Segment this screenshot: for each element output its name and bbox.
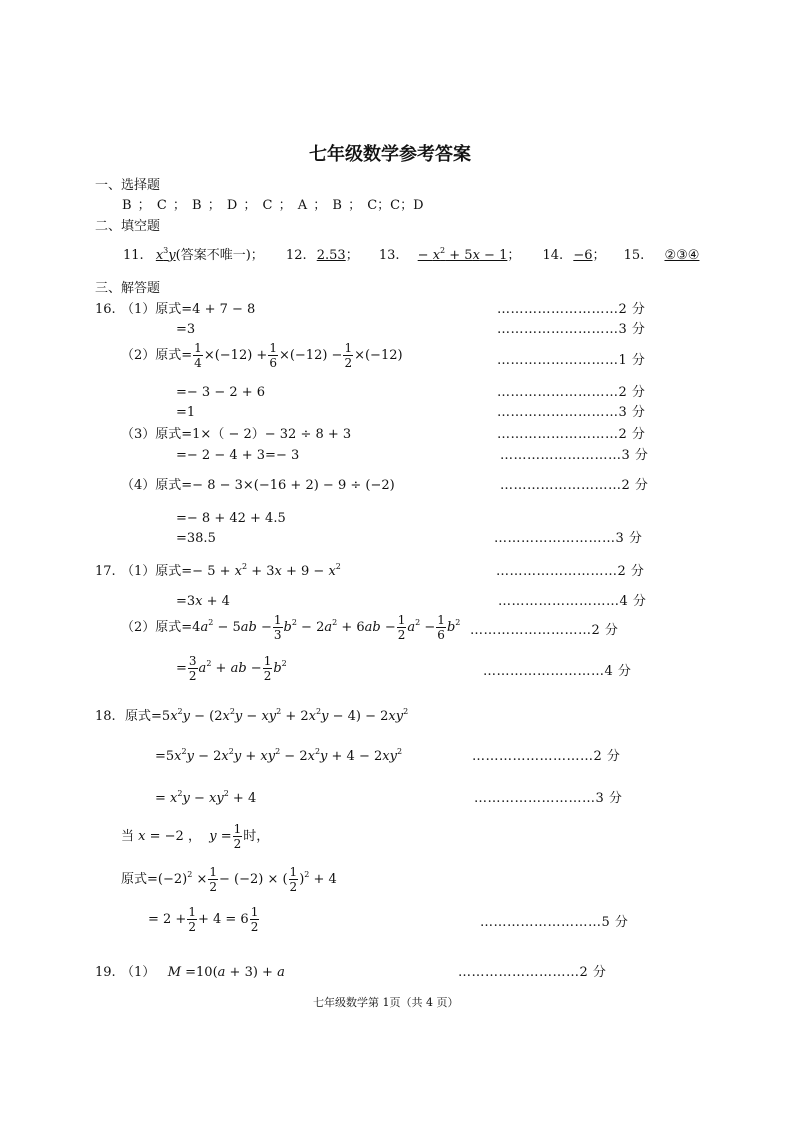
q17-number: 17. <box>95 564 116 579</box>
q16-number: 16. <box>95 302 116 317</box>
score-leader: ………………………4 分 <box>498 594 647 609</box>
score-leader: ………………………1 分 <box>497 353 646 368</box>
q17-part2-result: = $\frac{3}{2}$ $a^2$ + ab − $\frac{1}{2}$ $b^2$ <box>176 654 287 683</box>
q18-number: 18. <box>95 709 116 724</box>
score-leader: ………………………2 分 <box>472 749 621 764</box>
q16-part2-step: =− 3 − 2 + 6 <box>176 385 266 400</box>
q19-number: 19. <box>95 965 116 980</box>
q18-condition: 当 x = −2 ， y = $\frac{1}{2}$ 时， <box>121 822 270 851</box>
score-leader: ………………………2 分 <box>497 385 646 400</box>
q14-answer: −6 <box>573 248 593 263</box>
q16-part1: （1）原式=4 + 7 − 8 <box>121 302 256 317</box>
q13-answer: − $x^2 + 5x - 1$ <box>417 246 508 263</box>
q11-answer: $x^3y$ <box>155 246 176 263</box>
score-leader: ………………………3 分 <box>500 448 649 463</box>
score-leader: ………………………2 分 <box>470 623 619 638</box>
q16-part4-step: =− 8 + 42 + 4.5 <box>176 511 286 526</box>
q16-part1-result: =3 <box>176 322 196 337</box>
q18-substitution: 原式$=(-2)^2$ × $\frac{1}{2}$ − (−2) × ( $\frac{1}{2}$ )$^2$ + 4 <box>121 865 337 894</box>
score-leader: ………………………3 分 <box>494 531 643 546</box>
q16-part2-result: =1 <box>176 405 196 420</box>
score-leader: ………………………4 分 <box>483 664 632 679</box>
q11-number: 11. <box>123 248 144 263</box>
score-leader: ………………………2 分 <box>497 302 646 317</box>
score-leader: ………………………2 分 <box>500 478 649 493</box>
score-leader: ………………………5 分 <box>480 915 629 930</box>
q15-answer: ②③④ <box>664 248 700 263</box>
score-leader: ………………………3 分 <box>474 791 623 806</box>
q15-number: 15. <box>623 248 645 263</box>
q18-step1: $=5x^2y - 2x^2y + xy^2 - 2x^2y + 4 - 2xy^2$ <box>155 747 403 764</box>
q12-number: 12. <box>285 248 307 263</box>
q18-expression: 原式$=5x^2y - (2x^2y - xy^2 + 2x^2y - 4) - 2xy^2$ <box>125 707 409 724</box>
page-footer: 七年级数学第 1页（共 4 页） <box>313 996 459 1009</box>
score-leader: ………………………2 分 <box>458 965 607 980</box>
fill-answers-row: 11. $x^3y$(答案不唯一)； 12. 2.53； 13. − $x^2 + 5x - 1$； 14. −6； 15. ②③④ <box>123 249 705 262</box>
q11-note: (答案不唯一)； <box>175 248 264 263</box>
q16-part3: （3）原式=1×（ − 2）− 32 ÷ 8 + 3 <box>121 427 352 442</box>
score-leader: ………………………3 分 <box>497 322 646 337</box>
q16-part3-result: =− 2 − 4 + 3=− 3 <box>176 448 300 463</box>
q17-part1: （1）原式=− $5 + x^2 + 3x + 9 - x^2$ <box>121 562 341 579</box>
q12-answer: 2.53 <box>316 248 346 263</box>
score-leader: ………………………2 分 <box>497 427 646 442</box>
q16-part4: （4）原式=− 8 − 3×(−16 + 2) − 9 ÷ (−2) <box>121 478 395 493</box>
score-leader: ………………………2 分 <box>496 564 645 579</box>
q16-part2: （2）原式= $\frac{1}{4}$ ×(−12) + $\frac{1}{6}$ ×(−12) − $\frac{1}{2}$ ×(−12) <box>121 341 403 370</box>
choice-answers: B ； C ； B ； D ； C ； A ； B ； C；C；D <box>122 198 424 213</box>
q19-part1: （1） M =10(a + 3) + a <box>121 965 285 980</box>
q17-part1-result: =3x + 4 <box>176 594 230 609</box>
section-heading-choice: 一、选择题 <box>95 178 161 193</box>
q13-number: 13. <box>378 248 400 263</box>
q17-part2: （2）原式$=4a^2 - 5ab$ − $\frac{1}{3}$ $b^2 - 2a^2 + 6ab$ − $\frac{1}{2}$ $a^2$ − $\frac{1}{6}$ $b^2$ <box>121 613 461 642</box>
section-heading-solve: 三、解答题 <box>95 281 161 296</box>
section-heading-fill: 二、填空题 <box>95 219 161 234</box>
score-leader: ………………………3 分 <box>497 405 646 420</box>
page-title: 七年级数学参考答案 <box>309 144 471 165</box>
q18-step2: = $x^2y - xy^2 + 4$ <box>155 789 257 806</box>
q16-part4-result: =38.5 <box>176 531 216 546</box>
q14-number: 14. <box>542 248 564 263</box>
q18-result: = 2 + $\frac{1}{2}$ + 4 = 6 $\frac{1}{2}$ <box>148 905 259 934</box>
